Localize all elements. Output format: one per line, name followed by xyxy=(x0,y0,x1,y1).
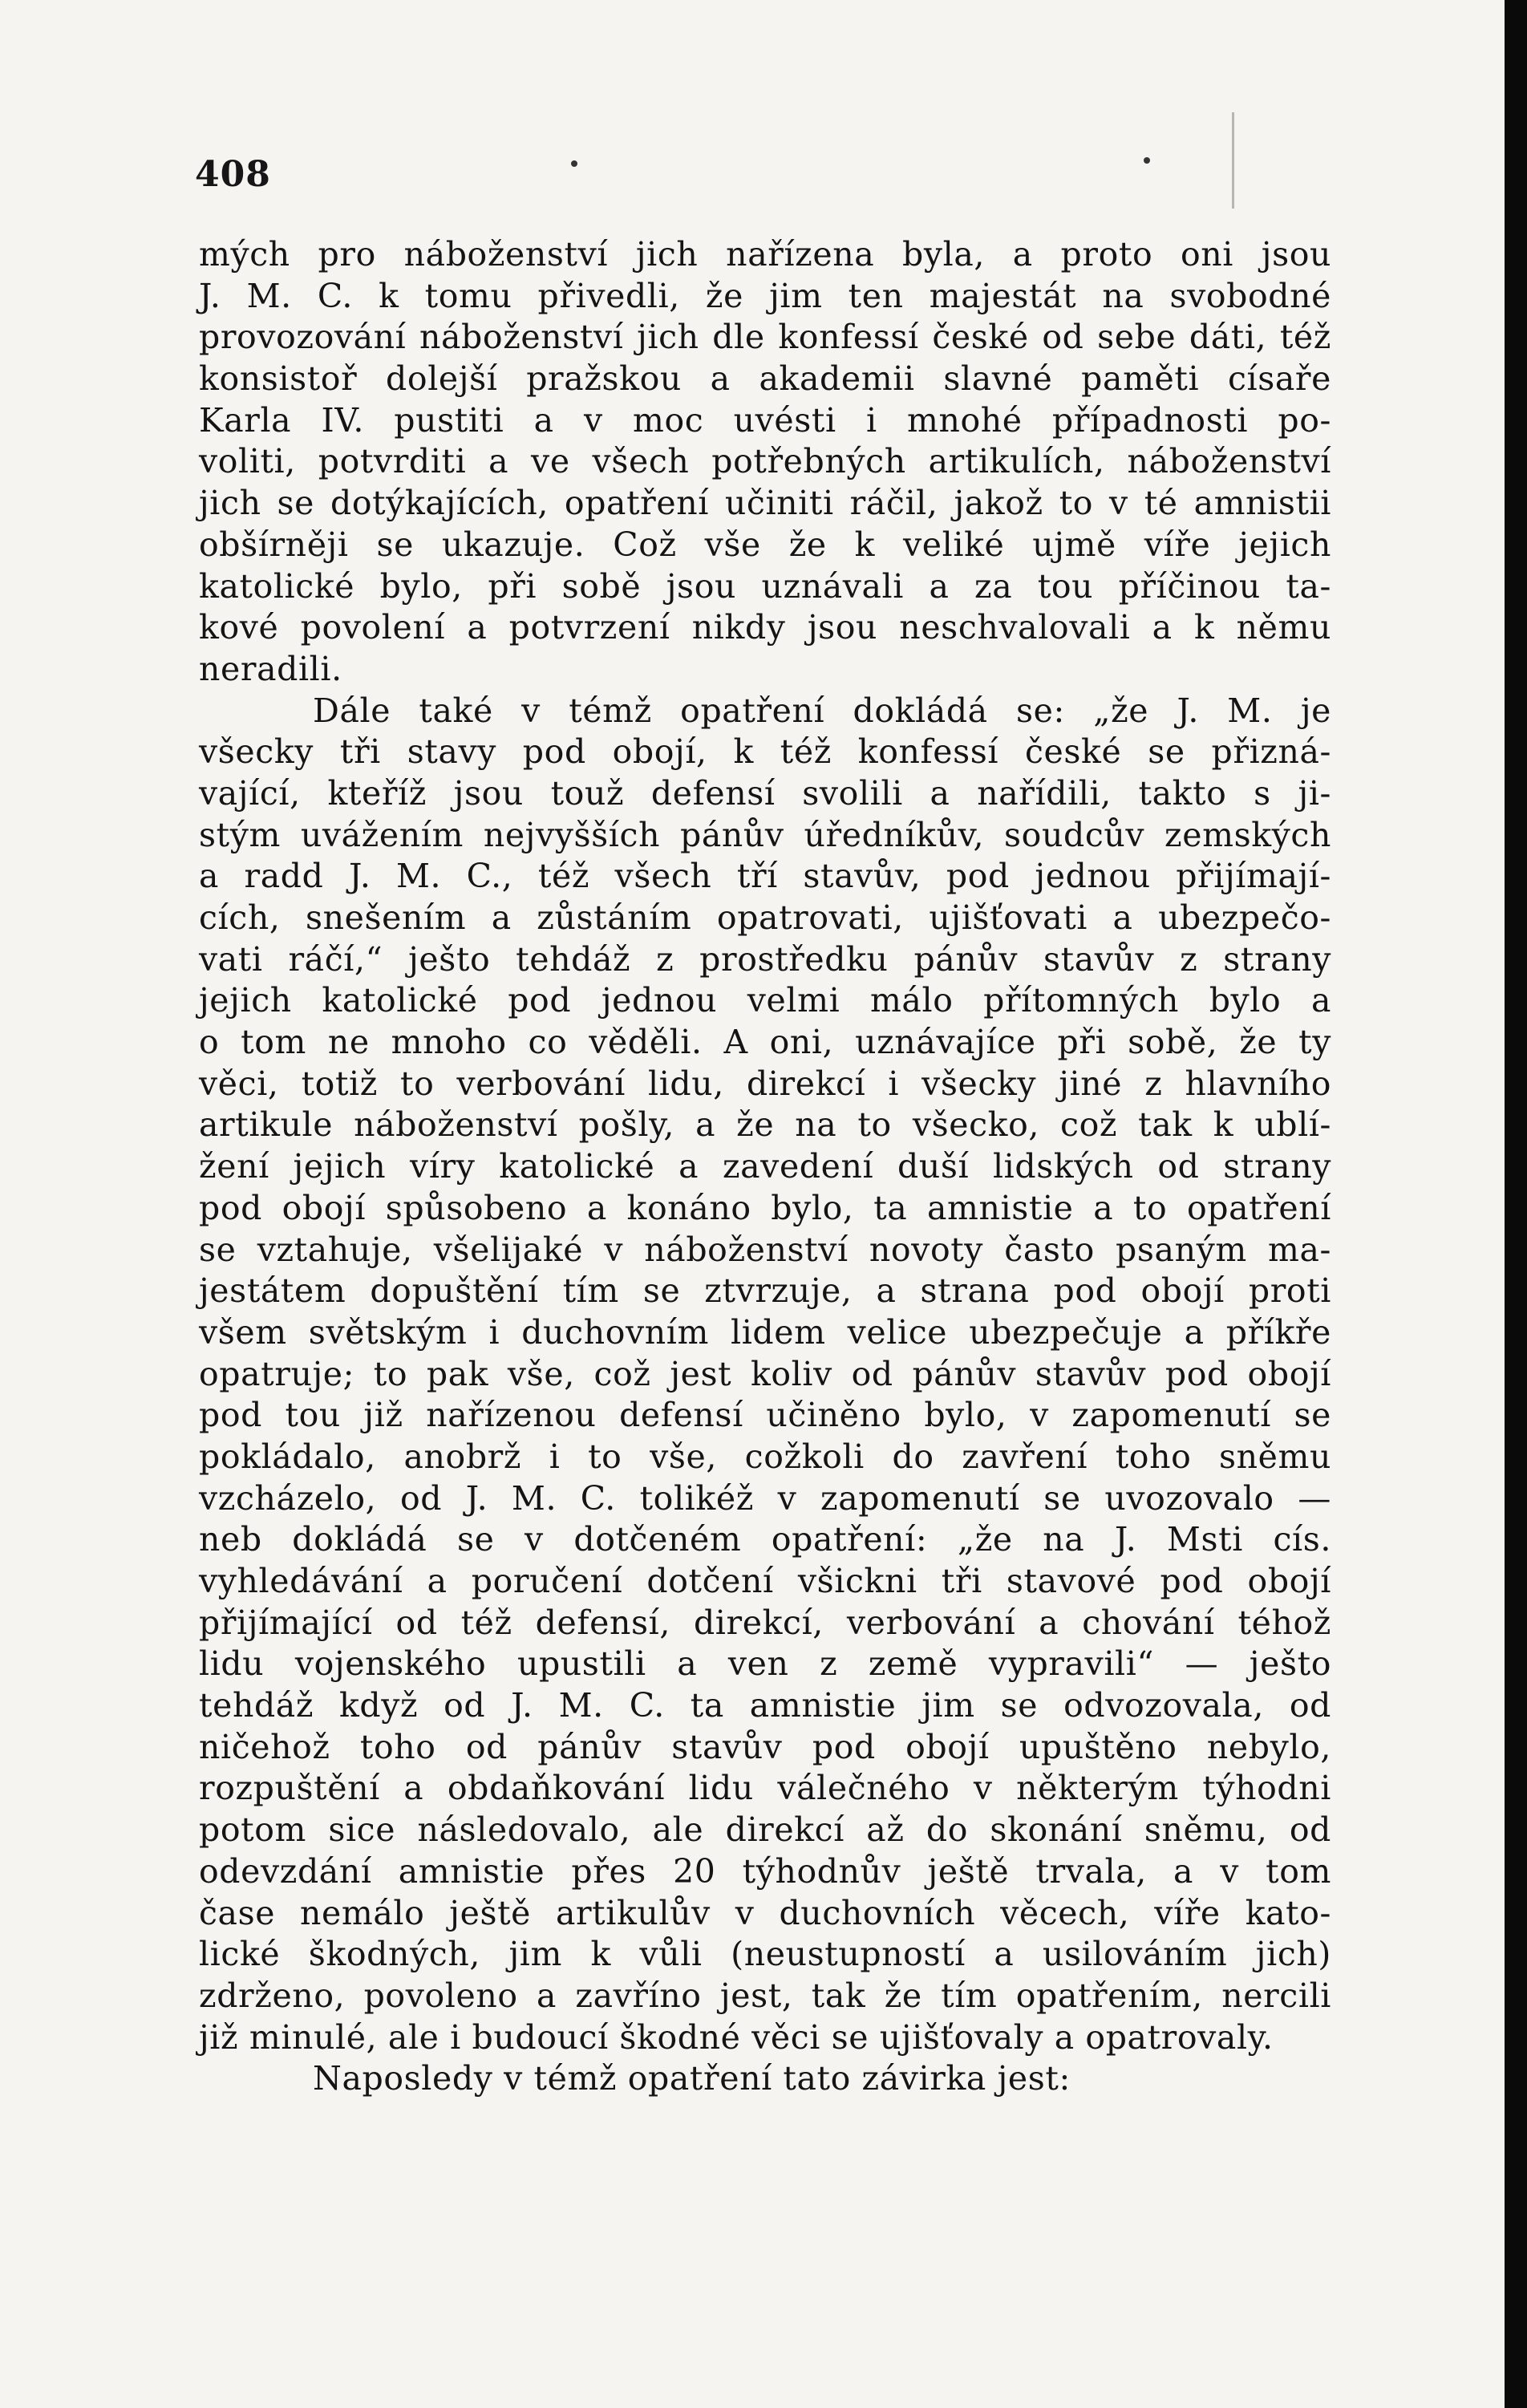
text-line: všecky tři stavy pod obojí, k též konfessí české se přizná- xyxy=(199,732,1331,772)
text-line: ničehož toho od pánův stavův pod obojí upuštěno nebylo, xyxy=(199,1727,1331,1766)
print-speck xyxy=(1144,157,1150,164)
text-line: katolické bylo, při sobě jsou uznávali a za tou příčinou ta- xyxy=(199,566,1331,606)
text-line: jich se dotýkajících, opatření učiniti ráčil, jakož to v té amnistii xyxy=(199,484,1331,523)
text-line: Naposledy v témž opatření tato závirka jest: xyxy=(313,2059,1071,2098)
text-line: neb dokládá se v dotčeném opatření: „že na J. Msti cís. xyxy=(199,1520,1331,1559)
text-line: kové povolení a potvrzení nikdy jsou neschvalovali a k němu xyxy=(199,608,1331,647)
text-line: obšírněji se ukazuje. Což vše že k veliké ujmě víře jejich xyxy=(199,525,1331,564)
text-line: čase nemálo ještě artikulův v duchovních věcech, víře kato- xyxy=(199,1893,1331,1932)
page-fold-shadow xyxy=(1232,112,1234,209)
text-line: tehdáž když od J. M. C. ta amnistie jim se odvozovala, od xyxy=(199,1686,1331,1725)
text-line: neradili. xyxy=(199,649,342,688)
text-line: se vztahuje, všelijaké v náboženství novoty často psaným ma- xyxy=(199,1230,1331,1269)
text-line: lidu vojenského upustili a ven z země vypravili“ — ješto xyxy=(199,1644,1331,1684)
scan-border xyxy=(1505,0,1527,2408)
text-line: artikule náboženství pošly, a že na to všecko, což tak k ublí- xyxy=(199,1105,1331,1145)
text-line: cích, snešením a zůstáním opatrovati, ujišťovati a ubezpečo- xyxy=(199,898,1331,937)
text-line: vající, kteříž jsou touž defensí svolili a nařídili, takto s ji- xyxy=(199,773,1331,813)
text-line: pokládalo, anobrž i to vše, cožkoli do zavření toho sněmu xyxy=(199,1437,1331,1476)
text-line: a radd J. M. C., též všech tří stavův, pod jednou přijímají- xyxy=(199,857,1331,896)
text-line: opatruje; to pak vše, což jest koliv od pánův stavův pod obojí xyxy=(199,1354,1331,1393)
text-line: konsistoř dolejší pražskou a akademii slavné paměti císaře xyxy=(199,359,1331,399)
print-speck xyxy=(571,160,577,167)
text-line: lické škodných, jim k vůli (neustupností a usilováním jich) xyxy=(199,1935,1331,1974)
text-line: J. M. C. k tomu přivedli, že jim ten majestát na svobodné xyxy=(199,276,1331,315)
text-line: vzcházelo, od J. M. C. tolikéž v zapomenutí se uvozovalo — xyxy=(199,1478,1331,1518)
text-line: voliti, potvrditi a ve všech potřebných artikulích, náboženství xyxy=(199,442,1331,481)
text-line: žení jejich víry katolické a zavedení duší lidských od strany xyxy=(199,1147,1331,1186)
text-line: všem světským i duchovním lidem velice ubezpečuje a příkře xyxy=(199,1312,1331,1352)
text-line: přijímající od též defensí, direkcí, verbování a chování téhož xyxy=(199,1603,1331,1642)
text-line: mých pro náboženství jich nařízena byla, a proto oni jsou xyxy=(199,235,1331,274)
text-line: zdrženo, povoleno a zavříno jest, tak že tím opatřením, nercili xyxy=(199,1976,1331,2015)
text-line: již minulé, ale i budoucí škodné věci se ujišťovaly a opatrovaly. xyxy=(199,2017,1274,2057)
text-line: pod obojí spůsobeno a konáno bylo, ta amnistie a to opatření xyxy=(199,1188,1331,1227)
text-line: odevzdání amnistie přes 20 týhodnův ještě trvala, a v tom xyxy=(199,1851,1331,1891)
text-line: jestátem dopuštění tím se ztvrzuje, a strana pod obojí proti xyxy=(199,1271,1331,1311)
text-line: pod tou již nařízenou defensí učiněno bylo, v zapomenutí se xyxy=(199,1396,1331,1435)
text-line: stým uvážením nejvyšších pánův úředníkův, soudcův zemských xyxy=(199,815,1331,854)
text-line: rozpuštění a obdaňkování lidu válečného v některým týhodni xyxy=(199,1769,1331,1808)
text-line: provozování náboženství jich dle konfessí české od sebe dáti, též xyxy=(199,318,1331,357)
text-line: vyhledávání a poručení dotčení všickni tři stavové pod obojí xyxy=(199,1562,1331,1600)
text-line: jejich katolické pod jednou velmi málo přítomných bylo a xyxy=(199,981,1331,1020)
text-line: Karla IV. pustiti a v moc uvésti i mnohé případnosti po- xyxy=(199,400,1331,440)
text-line: věci, totiž to verbování lidu, direkcí i všecky jiné z hlavního xyxy=(199,1064,1331,1103)
text-line: potom sice následovalo, ale direkcí až do skonání sněmu, od xyxy=(199,1810,1331,1850)
text-line: vati ráčí,“ ješto tehdáž z prostředku pánův stavův z strany xyxy=(199,939,1331,979)
text-line: o tom ne mnoho co věděli. A oni, uznávajíce při sobě, že ty xyxy=(199,1023,1331,1062)
text-line: Dále také v témž opatření dokládá se: „že J. M. je xyxy=(313,691,1331,730)
page-number: 408 xyxy=(195,154,271,195)
body-text xyxy=(199,234,1331,2100)
